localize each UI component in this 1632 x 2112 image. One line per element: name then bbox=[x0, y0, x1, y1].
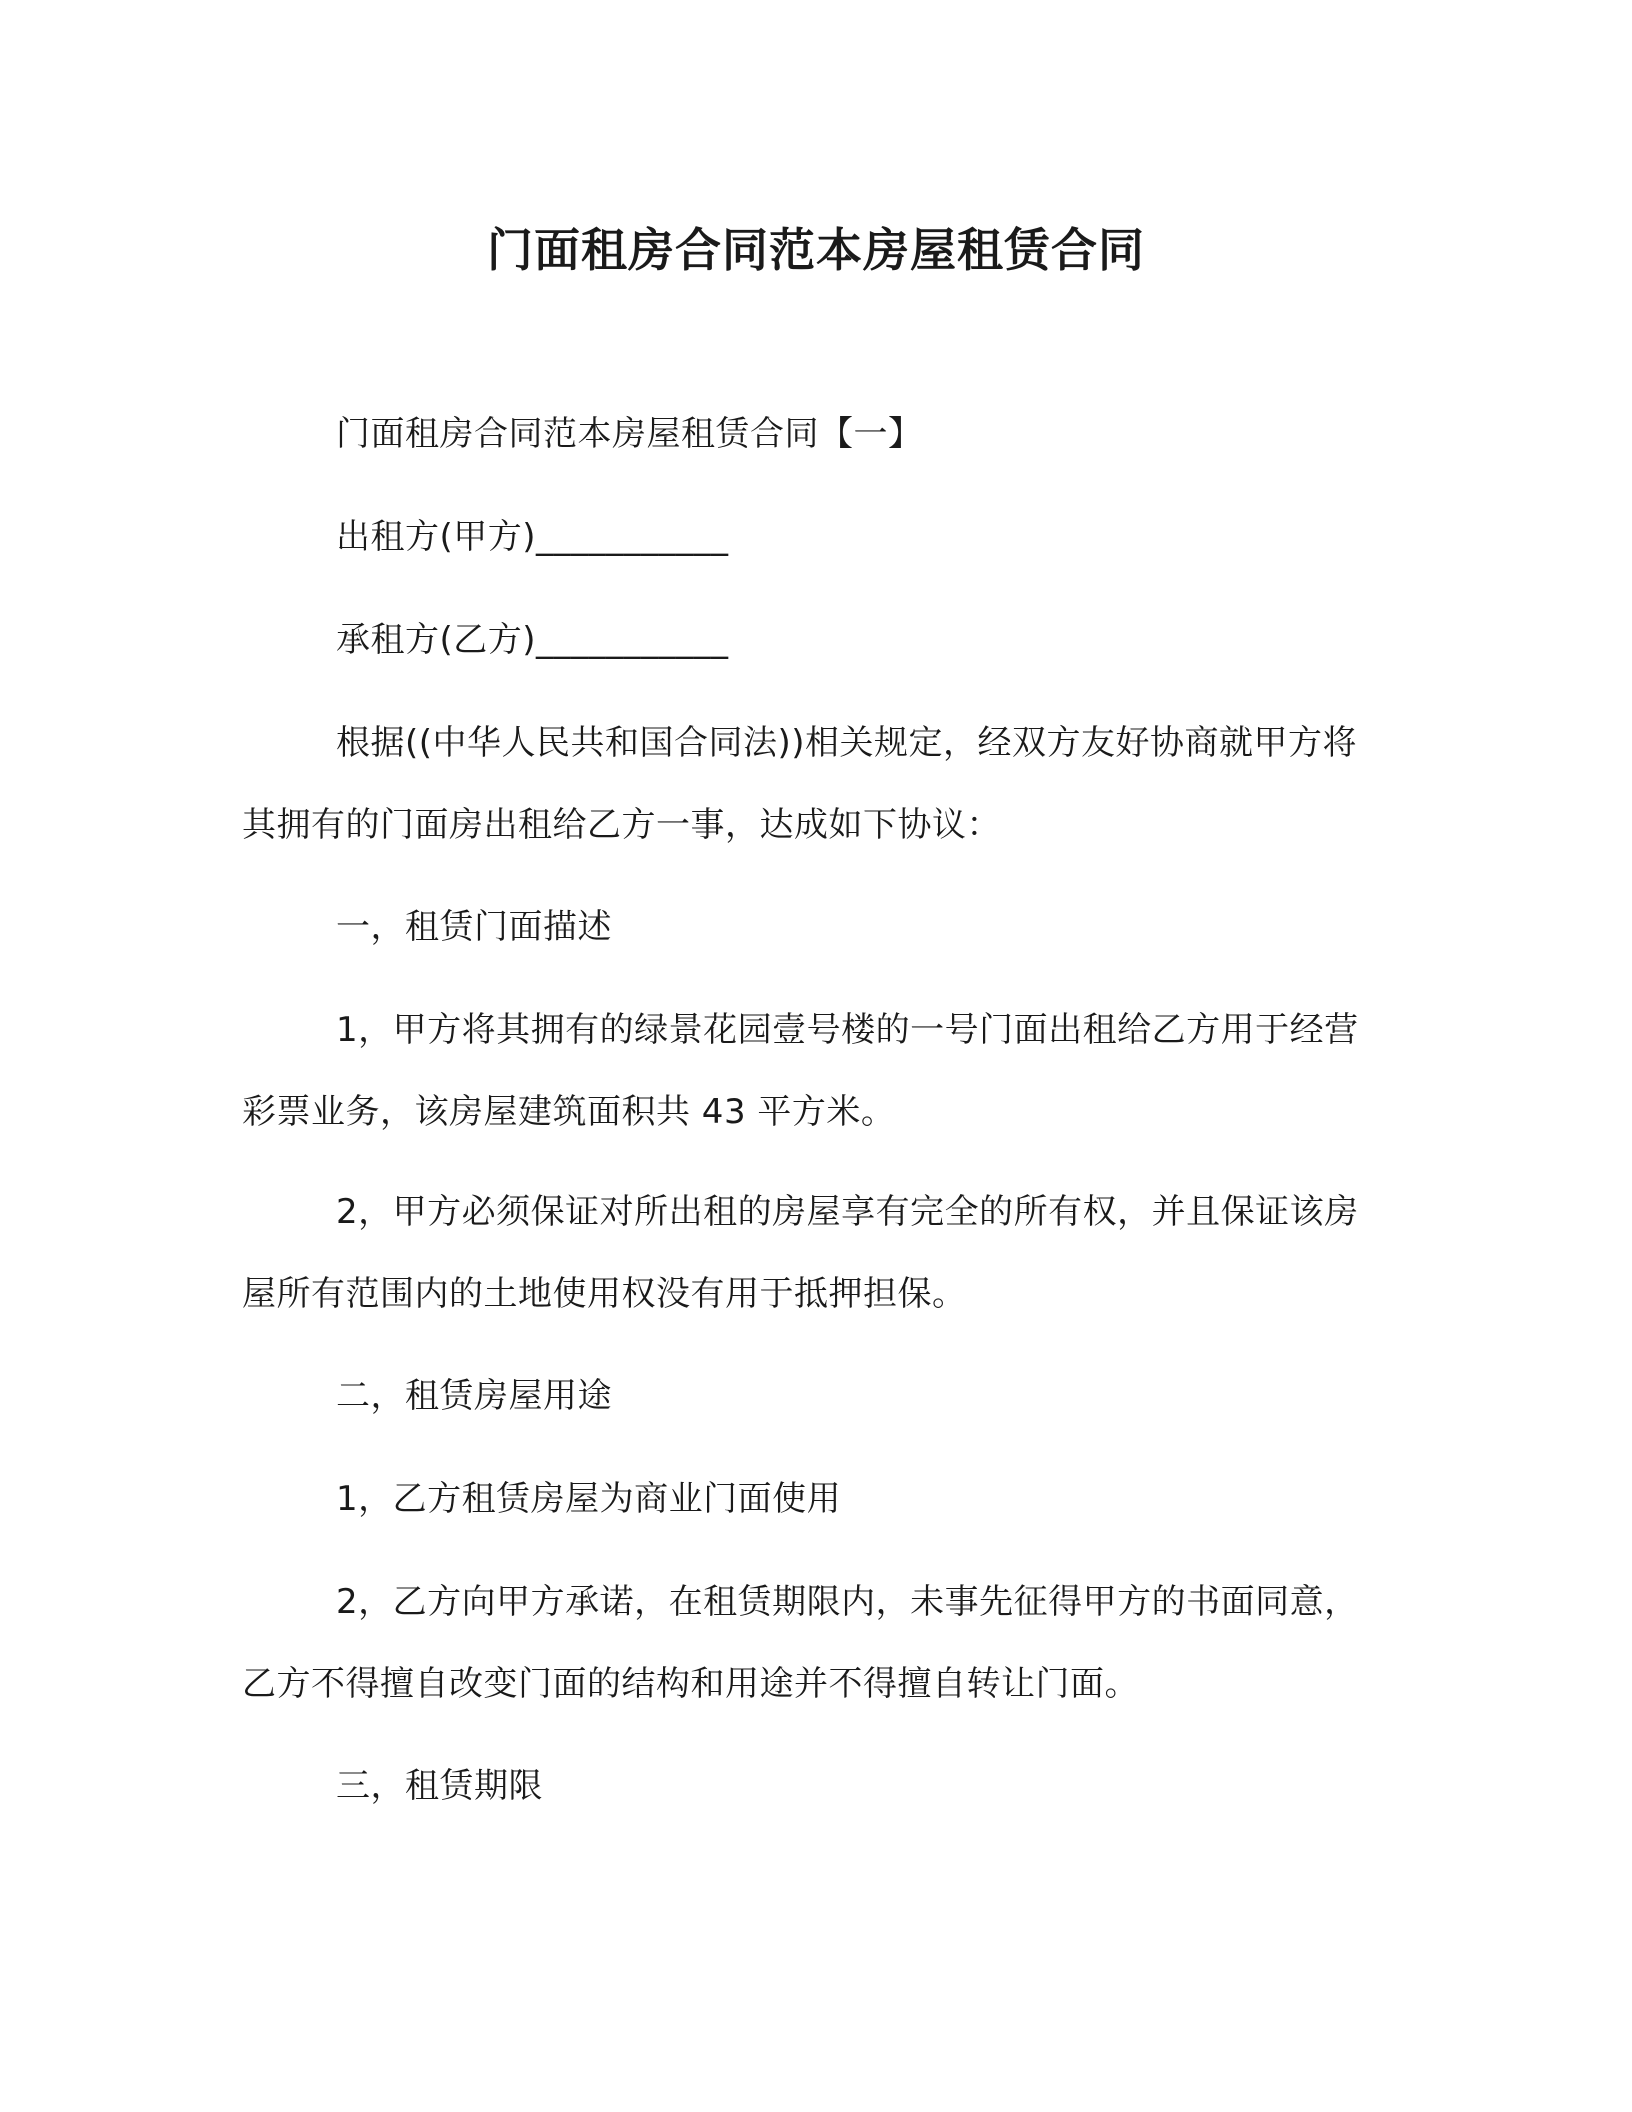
section-heading-1: 一，租赁门面描述 bbox=[336, 907, 612, 947]
section-1-clause-1: 1，甲方将其拥有的绿景花园壹号楼的一号门面出租给乙方用于经营彩票业务，该房屋建筑面积共 43 平方米。 bbox=[242, 1010, 1359, 1132]
lessee-line: 承租方(乙方)___________ bbox=[336, 620, 729, 660]
document-title: 门面租房合同范本房屋租赁合同 bbox=[487, 223, 1145, 277]
section-heading-2: 二，租赁房屋用途 bbox=[336, 1376, 612, 1416]
section-heading-3: 三，租赁期限 bbox=[336, 1766, 543, 1806]
section-1-clause-2: 2，甲方必须保证对所出租的房屋享有完全的所有权，并且保证该房屋所有范围内的土地使用权没有用于抵押担保。 bbox=[242, 1192, 1359, 1314]
intro-paragraph: 根据((中华人民共和国合同法))相关规定，经双方友好协商就甲方将其拥有的门面房出租给乙方一事，达成如下协议： bbox=[242, 723, 1358, 845]
section-2-clause-1: 1，乙方租赁房屋为商业门面使用 bbox=[336, 1479, 842, 1519]
lessor-line: 出租方(甲方)___________ bbox=[336, 517, 729, 557]
section-2-clause-2: 2，乙方向甲方承诺，在租赁期限内，未事先征得甲方的书面同意，乙方不得擅自改变门面的结构和用途并不得擅自转让门面。 bbox=[242, 1582, 1359, 1704]
contract-subtitle: 门面租房合同范本房屋租赁合同【一】 bbox=[336, 414, 923, 454]
